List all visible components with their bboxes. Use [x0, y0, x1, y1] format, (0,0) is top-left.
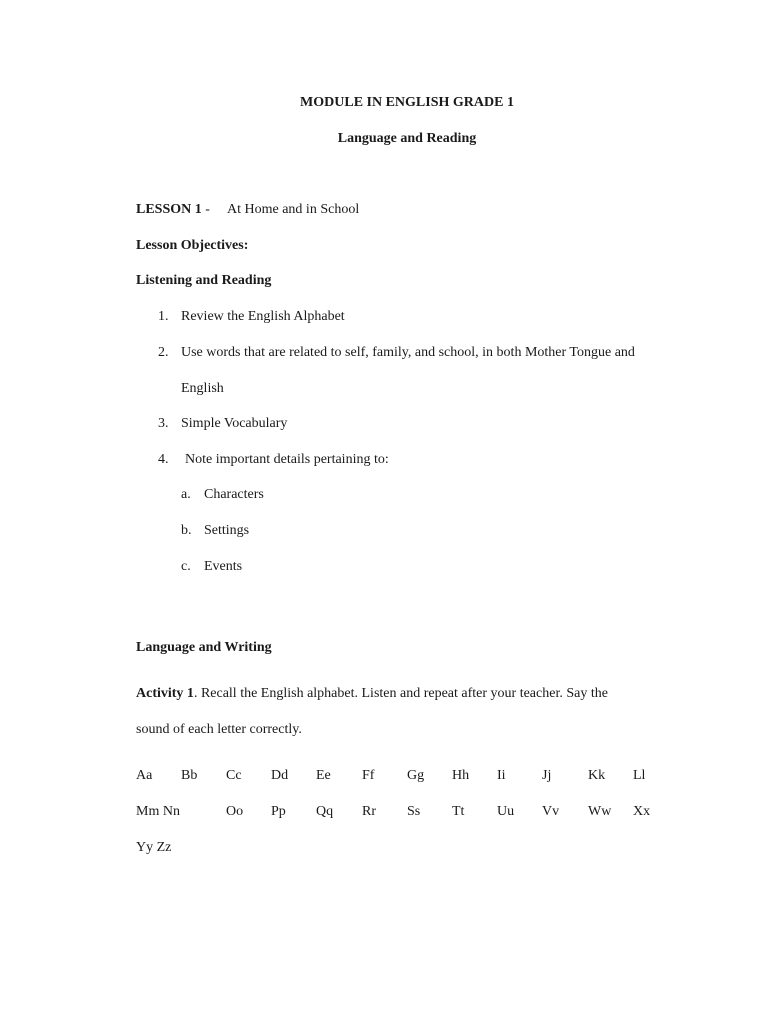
alphabet-letter: Gg	[407, 768, 425, 783]
alphabet-letter: Bb	[181, 768, 198, 783]
alphabet-letter: Ff	[362, 768, 375, 783]
alphabet-letter: Tt	[452, 804, 465, 819]
objective-text: Note important details pertaining to:	[185, 452, 389, 467]
objectives-heading: Lesson Objectives:	[136, 238, 249, 253]
activity-text-continued: sound of each letter correctly.	[136, 722, 302, 737]
alphabet-letter: Kk	[588, 768, 606, 783]
objective-number: 3.	[158, 416, 169, 431]
objective-number: 1.	[158, 309, 169, 324]
subitem-text: Settings	[204, 523, 250, 538]
subitem-text: Characters	[204, 487, 264, 502]
alphabet-letter: Yy Zz	[136, 840, 172, 855]
alphabet-letter: Uu	[497, 804, 515, 819]
subitem-letter: b.	[181, 523, 192, 538]
objective-text-continued: English	[181, 381, 224, 396]
alphabet-letter: Vv	[542, 804, 560, 819]
alphabet-letter: Ll	[633, 768, 646, 783]
alphabet-letter: Mm Nn	[136, 804, 180, 819]
writing-heading: Language and Writing	[136, 640, 272, 655]
alphabet-letter: Rr	[362, 804, 376, 819]
lesson-topic: At Home and in School	[227, 202, 360, 217]
subitem-letter: c.	[181, 559, 191, 574]
lesson-label: LESSON 1	[136, 202, 202, 217]
alphabet-letter: Qq	[316, 804, 334, 819]
alphabet-letter: Cc	[226, 768, 242, 783]
alphabet-letter: Xx	[633, 804, 651, 819]
activity-label: Activity 1	[136, 686, 194, 701]
lesson-line	[136, 203, 210, 217]
alphabet-letter: Ii	[497, 768, 506, 783]
objective-text: Use words that are related to self, family, and school, in both Mother Tongue and	[181, 345, 635, 360]
alphabet-letter: Ee	[316, 768, 331, 783]
page-title: MODULE IN ENGLISH GRADE 1	[300, 95, 514, 110]
subitem-text: Events	[204, 559, 243, 574]
alphabet-letter: Ww	[588, 804, 612, 819]
alphabet-letter: Hh	[452, 768, 470, 783]
alphabet-letter: Oo	[226, 804, 244, 819]
alphabet-letter: Dd	[271, 768, 289, 783]
activity-line	[136, 687, 608, 701]
alphabet-letter: Aa	[136, 768, 153, 783]
page-subtitle: Language and Reading	[337, 131, 477, 146]
activity-text: . Recall the English alphabet. Listen and repeat after your teacher. Say the	[193, 686, 608, 701]
alphabet-letter: Ss	[407, 804, 421, 819]
alphabet-letter: Pp	[271, 804, 286, 819]
objective-text: Review the English Alphabet	[181, 309, 345, 324]
subitem-letter: a.	[181, 487, 191, 502]
objective-number: 2.	[158, 345, 169, 360]
objective-text: Simple Vocabulary	[181, 416, 288, 431]
alphabet-letter: Jj	[542, 768, 552, 783]
lesson-separator: -	[201, 202, 210, 217]
listening-heading: Listening and Reading	[136, 273, 272, 288]
objective-number: 4.	[158, 452, 169, 467]
